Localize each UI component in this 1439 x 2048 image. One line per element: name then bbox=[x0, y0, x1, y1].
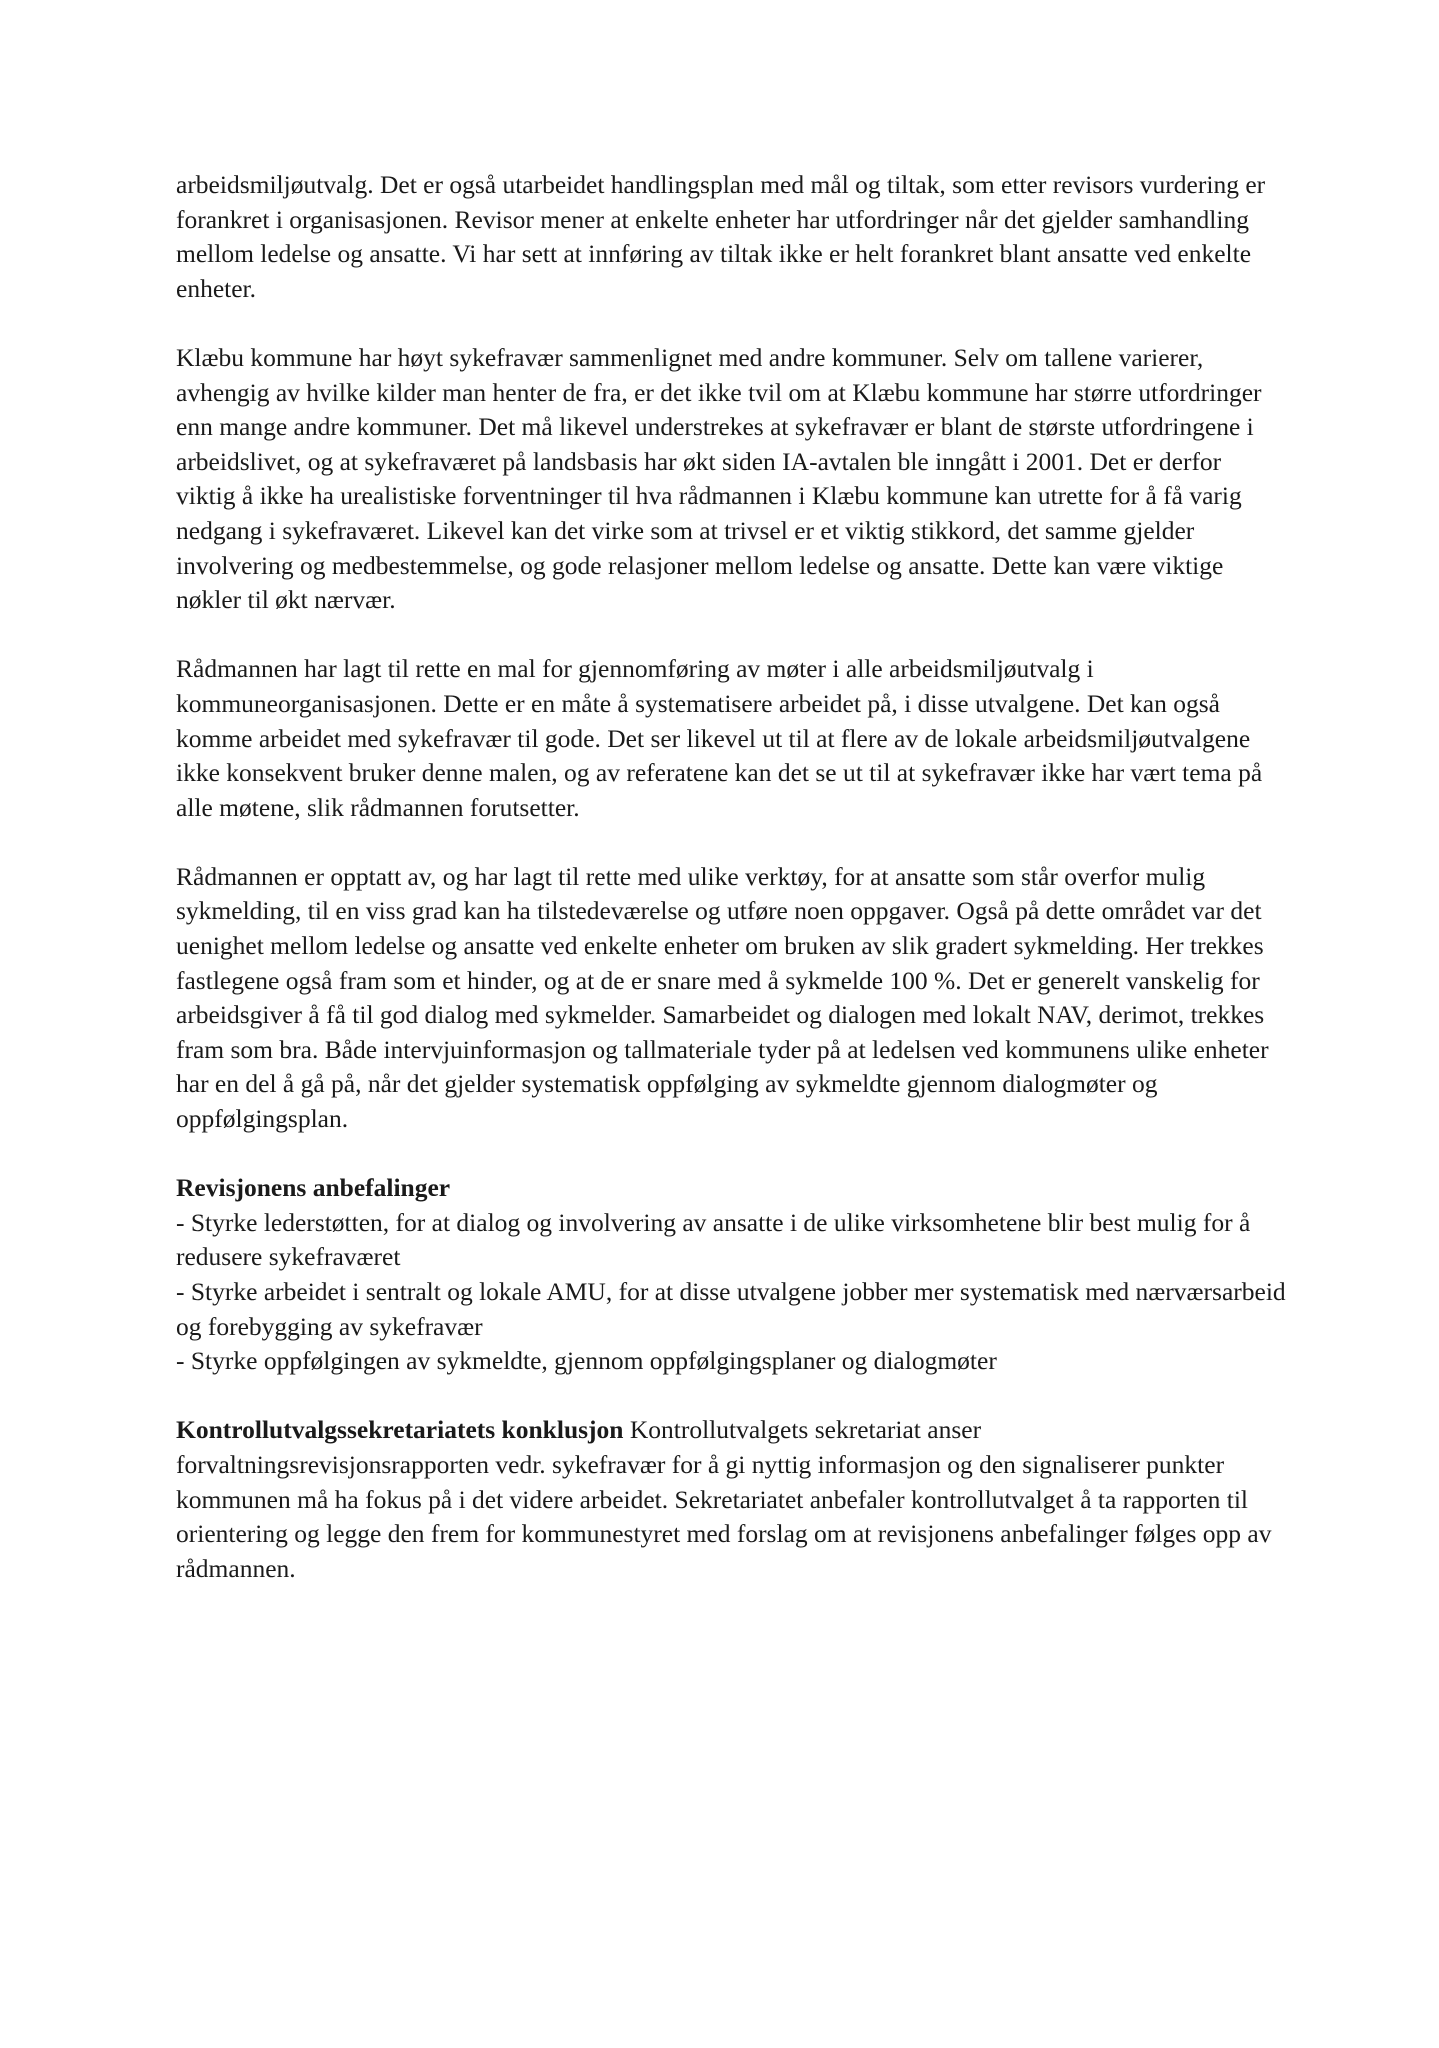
recommendation-item: - Styrke arbeidet i sentralt og lokale AMU, for at disse utvalgene jobber mer systematisk med nærværsarbeid og forebygging av sykefravær bbox=[176, 1277, 1286, 1341]
recommendation-item: - Styrke oppfølgingen av sykmeldte, gjennom oppfølgingsplaner og dialogmøter bbox=[176, 1346, 997, 1376]
recommendations-heading: Revisjonens anbefalinger bbox=[176, 1173, 451, 1203]
paragraph-mal-arbeidsmiljoutvalg: Rådmannen har lagt til rette en mal for gjennomføring av møter i alle arbeidsmiljøutvalg i kommuneorganisasjonen. Dette er en måte å systematisere arbeidet på, i disse utvalgene. Det kan også komme arbeidet med sykefravær til gode. Det ser likevel ut til at flere av de lokale arbeidsmiljøutvalgene ikke konsekvent bruker denne malen, og av referatene kan det se ut til at sykefravær ikke har vært tema på alle møtene, slik rådmannen forutsetter. bbox=[176, 654, 1263, 822]
conclusion-paragraph bbox=[176, 1413, 1286, 1586]
document-body bbox=[176, 168, 1286, 1621]
paragraph-gradert-sykmelding: Rådmannen er opptatt av, og har lagt til rette med ulike verktøy, for at ansatte som står overfor mulig sykmelding, til en viss grad kan ha tilstedeværelse og utføre noen oppgaver. Også på dette området var det uenighet mellom ledelse og ansatte ved enkelte enheter om bruken av slik gradert sykmelding. Her trekkes fastlegene også fram som et hinder, og at de er snare med å sykmelde 100 %. Det er generelt vanskelig for arbeidsgiver å få til god dialog med sykmelder. Samarbeidet og dialogen med lokalt NAV, derimot, trekkes fram som bra. Både intervjuinformasjon og tallmateriale tyder på at ledelsen ved kommunens ulike enheter har en del å gå på, når det gjelder systematisk oppfølging av sykmeldte gjennom dialogmøter og oppfølgingsplan. bbox=[176, 861, 1269, 1134]
recommendation-item: - Styrke lederstøtten, for at dialog og involvering av ansatte i de ulike virksomhetene blir best mulig for å redusere sykefraværet bbox=[176, 1207, 1251, 1272]
conclusion-heading: Kontrollutvalgssekretariatets konklusjon bbox=[176, 1415, 624, 1445]
paragraph-amu-handlingsplan: arbeidsmiljøutvalg. Det er også utarbeidet handlingsplan med mål og tiltak, som etter revisors vurdering er forankret i organisasjonen. Revisor mener at enkelte enheter har utfordringer når det gjelder samhandling mellom ledelse og ansatte. Vi har sett at innføring av tiltak ikke er helt forankret blant ansatte ved enkelte enheter. bbox=[176, 170, 1266, 303]
paragraph-sykefravaer-sammenligning: Klæbu kommune har høyt sykefravær sammenlignet med andre kommuner. Selv om tallene varierer, avhengig av hvilke kilder man henter de fra, er det ikke tvil om at Klæbu kommune har større utfordringer enn mange andre kommuner. Det må likevel understrekes at sykefravær er blant de største utfordringene i arbeidslivet, og at sykefraværet på landsbasis har økt siden IA-avtalen ble inngått i 2001. Det er derfor viktig å ikke ha urealistiske forventninger til hva rådmannen i Klæbu kommune kan utrette for å få varig nedgang i sykefraværet. Likevel kan det virke som at trivsel er et viktig stikkord, det samme gjelder involvering og medbestemmelse, og gode relasjoner mellom ledelse og ansatte. Dette kan være viktige nøkler til økt nærvær. bbox=[176, 342, 1262, 615]
recommendations-list bbox=[176, 1206, 1286, 1379]
conclusion-text: Kontrollutvalgets sekretariat anser forvaltningsrevisjonsrapporten vedr. sykefravær for å gi nyttig informasjon og den signaliserer punkter kommunen må ha fokus på i det videre arbeidet. Sekretariatet anbefaler kontrollutvalget å ta rapporten til orientering og legge den frem for kommunestyret med forslag om at revisjonens anbefalinger følges opp av rådmannen. bbox=[176, 1415, 1272, 1583]
